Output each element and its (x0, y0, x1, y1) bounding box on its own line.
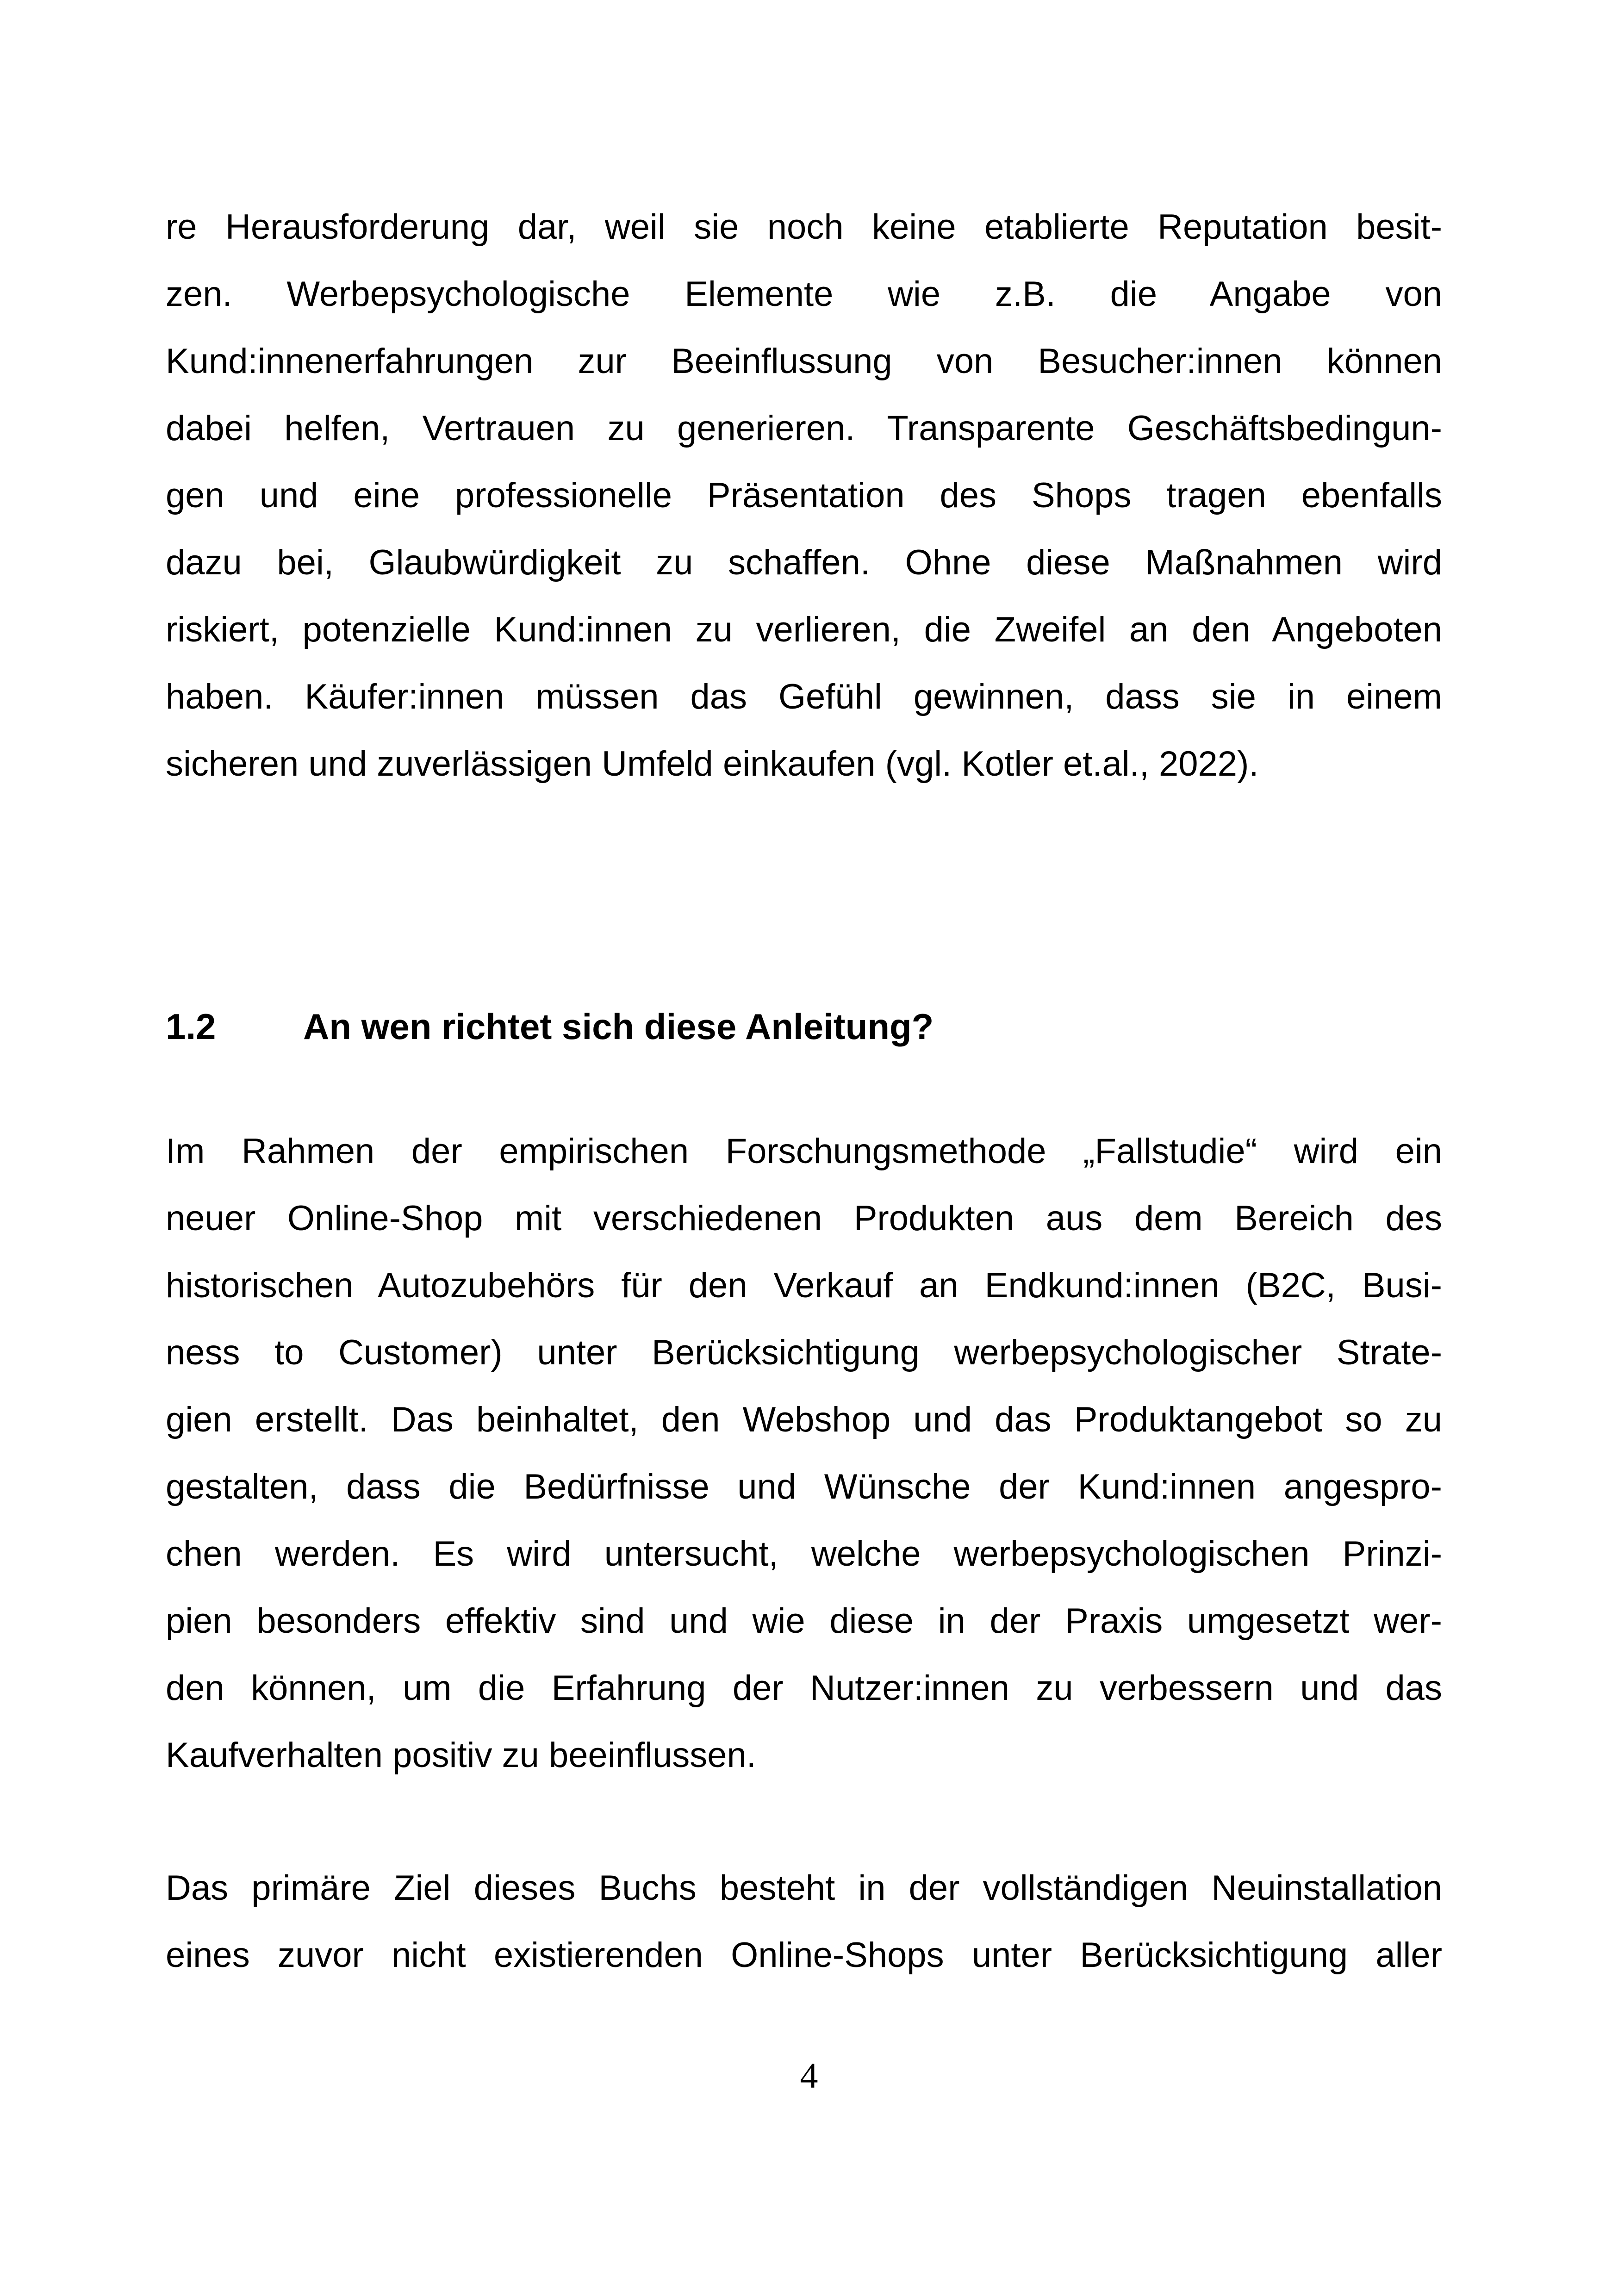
text-line: chen werden. Es wird untersucht, welche werbepsychologischen Prinzi- (166, 1534, 1442, 1574)
section-number: 1.2 (166, 1006, 216, 1047)
paragraph-2 (166, 1118, 1442, 1789)
text-line: gestalten, dass die Bedürfnisse und Wünsche der Kund:innen angespro- (166, 1467, 1442, 1506)
text-line: Kaufverhalten positiv zu beeinflussen. (166, 1736, 756, 1775)
text-line: haben. Käufer:innen müssen das Gefühl gewinnen, dass sie in einem (166, 677, 1442, 716)
text-line: Das primäre Ziel dieses Buchs besteht in der vollständigen Neuinstallation (166, 1868, 1442, 1908)
text-line: re Herausforderung dar, weil sie noch keine etablierte Reputation besit- (166, 207, 1442, 247)
text-line: pien besonders effektiv sind und wie diese in der Praxis umgesetzt wer- (166, 1601, 1442, 1641)
text-line: gien erstellt. Das beinhaltet, den Webshop und das Produktangebot so zu (166, 1400, 1442, 1439)
text-line: Im Rahmen der empirischen Forschungsmethode „Fallstudie“ wird ein (166, 1132, 1442, 1171)
text-line: neuer Online-Shop mit verschiedenen Produkten aus dem Bereich des (166, 1199, 1442, 1238)
text-line: Kund:innenerfahrungen zur Beeinflussung von Besucher:innen können (166, 342, 1442, 381)
text-line: eines zuvor nicht existierenden Online-Shops unter Berücksichtigung aller (166, 1935, 1442, 1975)
section-title: An wen richtet sich diese Anleitung? (303, 1006, 934, 1047)
text-line: gen und eine professionelle Präsentation des Shops tragen ebenfalls (166, 476, 1442, 515)
paragraph-3 (166, 1854, 1442, 1989)
text-line: dazu bei, Glaubwürdigkeit zu schaffen. Ohne diese Maßnahmen wird (166, 543, 1442, 582)
text-line: dabei helfen, Vertrauen zu generieren. Transparente Geschäftsbedingun- (166, 409, 1442, 448)
text-line: ness to Customer) unter Berücksichtigung werbepsychologischer Strate- (166, 1333, 1442, 1372)
text-line: zen. Werbepsychologische Elemente wie z.B. die Angabe von (166, 274, 1442, 314)
page-number: 4 (800, 2055, 818, 2096)
text-line: sicheren und zuverlässigen Umfeld einkaufen (vgl. Kotler et.al., 2022). (166, 744, 1259, 784)
text-line: den können, um die Erfahrung der Nutzer:innen zu verbessern und das (166, 1668, 1442, 1708)
text-line: historischen Autozubehörs für den Verkauf an Endkund:innen (B2C, Busi- (166, 1266, 1442, 1305)
section-heading (166, 1001, 933, 1052)
text-line: riskiert, potenzielle Kund:innen zu verlieren, die Zweifel an den Angeboten (166, 610, 1442, 649)
paragraph-1 (166, 193, 1442, 797)
